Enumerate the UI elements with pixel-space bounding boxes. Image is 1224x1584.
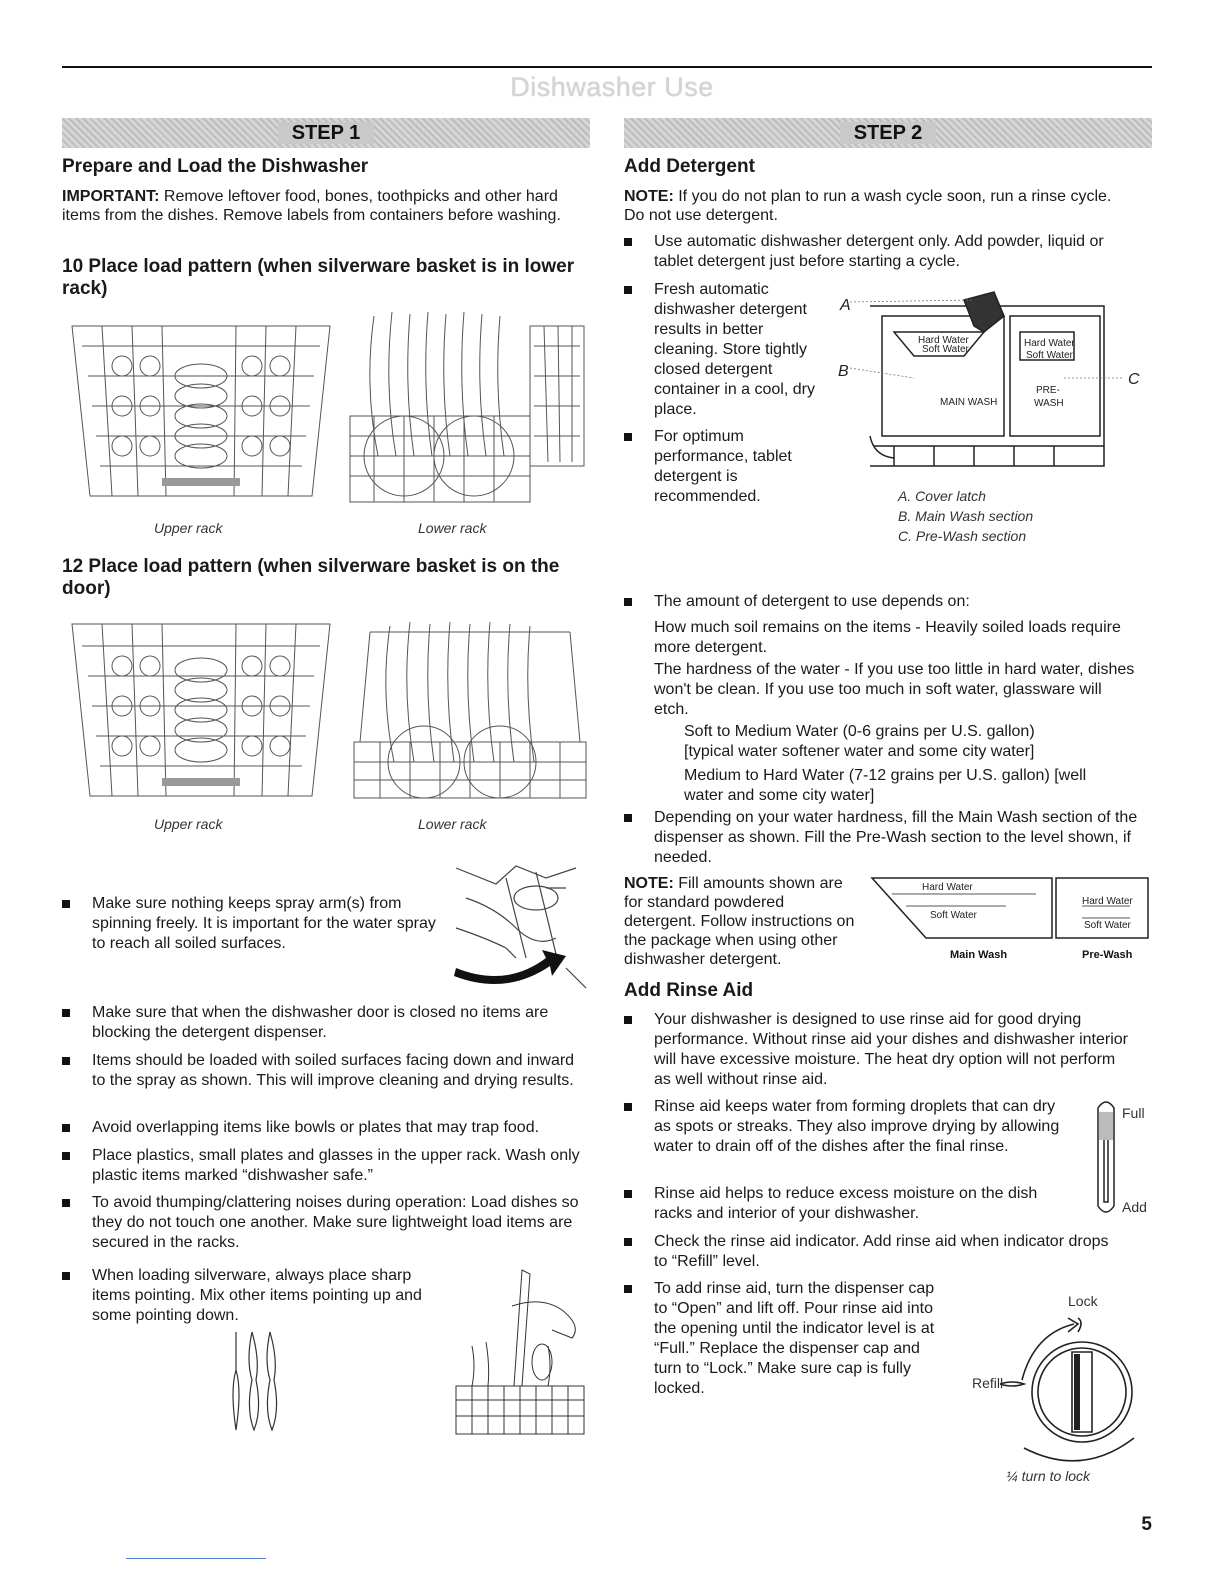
note-fill-amounts (624, 874, 860, 969)
detergent-dispenser-illustration (834, 286, 1154, 478)
fill-pre-wash-label: Pre-Wash (1082, 949, 1133, 961)
legend-cover-latch: A. Cover latch (898, 488, 986, 504)
bullet-rinse-aid-droplets: Rinse aid keeps water from forming droplets that can dry as spots or streaks. They also improve drying by allowing water to drain off of the dishes after the final rinse. (654, 1097, 1074, 1157)
gauge-add-label: Add (1122, 1199, 1147, 1215)
letter-a: A (840, 297, 851, 314)
important-paragraph (62, 187, 592, 225)
bullet-rinse-aid-indicator: Check the rinse aid indicator. Add rinse aid when indicator drops to “Refill” level. (654, 1232, 1124, 1272)
page-title: Dishwasher Use (510, 72, 714, 102)
silverware-basket-illustration (452, 1266, 588, 1438)
top-rule (62, 66, 1152, 68)
prepare-heading: Prepare and Load the Dishwasher (62, 156, 369, 177)
step-1-bar (62, 118, 590, 148)
upper-rack-illustration-10 (62, 306, 340, 514)
legend-pre-wash: C. Pre-Wash section (898, 528, 1027, 544)
bullet-overlapping: Avoid overlapping items like bowls or plates that may trap food. (92, 1118, 592, 1138)
dispenser-main-wash: MAIN WASH (940, 397, 998, 408)
bullet-silverware: When loading silverware, always place sharp items pointing. Mix other items pointing up and some pointing down. (92, 1266, 452, 1326)
letter-b: B (838, 363, 849, 380)
important-label: IMPORTANT: (62, 188, 160, 205)
bullet-fresh-detergent: Fresh automatic dishwasher detergent results in better cleaning. Store tightly closed detergent container in a cool, dry place. (654, 281, 815, 418)
note-rinse-cycle (624, 187, 1124, 225)
dispenser-hard-water-pre: Hard Water (1024, 338, 1075, 349)
lower-rack-caption-12: Lower rack (418, 816, 487, 832)
letter-c: C (1128, 371, 1140, 388)
medium-hard-water-text: Medium to Hard Water (7-12 grains per U.S. gallon) [well water and some city water] (684, 767, 1087, 804)
spray-arm-illustration (446, 858, 590, 998)
amount-hardness-text: The hardness of the water - If you use too little in hard water, dishes won't be clean. If you use too much in soft water, glassware will etch. (654, 661, 1135, 718)
important-text: Remove leftover food, bones, toothpicks and other hard items from the dishes. Remove labels from containers before washing. (62, 188, 561, 224)
fill-hard-water-pre: Hard Water (1082, 896, 1133, 907)
fill-hard-water-main: Hard Water (922, 882, 973, 893)
lower-rack-illustration-12 (350, 612, 590, 808)
bullet-door-blocking: Make sure that when the dishwasher door is closed no items are blocking the detergent dispenser. (92, 1003, 586, 1043)
bullet-automatic-detergent: Use automatic dishwasher detergent only. Add powder, liquid or tablet detergent just before starting a cycle. (654, 232, 1144, 272)
bullet-add-rinse-aid: To add rinse aid, turn the dispenser cap to “Open” and lift off. Pour rinse aid into the opening until the indicator level is at “Full.” Replace the dispenser cap and turn to “Lock.” Make sure cap is fully locked. (654, 1279, 950, 1399)
fill-soft-water-main: Soft Water (930, 910, 977, 921)
gauge-full-label: Full (1122, 1105, 1145, 1121)
note-label: NOTE: (624, 188, 674, 205)
soft-medium-water-text: Soft to Medium Water (0-6 grains per U.S. gallon) [typical water softener water and some city water] (684, 723, 1035, 760)
bullet-clattering: To avoid thumping/clattering noises during operation: Load dishes so they do not touch one another. Make sure lightweight load items are secured in the racks. (92, 1193, 592, 1253)
bullet-plastics: Place plastics, small plates and glasses in the upper rack. Wash only plastic items marked “dishwasher safe.” (92, 1146, 586, 1186)
note2-label: NOTE: (624, 875, 674, 892)
silverware-illustration (226, 1330, 286, 1434)
dispenser-wash: WASH (1034, 398, 1064, 409)
add-detergent-heading: Add Detergent (624, 156, 755, 177)
bullet-rinse-aid-performance: Your dishwasher is designed to use rinse aid for good drying performance. Without rinse aid your dishes and dishwasher interior will have excessive moisture. The heat dry option will not perform as well without rinse aid. (654, 1010, 1136, 1090)
upper-rack-caption-12: Upper rack (154, 816, 223, 832)
cap-lock-label: Lock (1068, 1293, 1098, 1309)
dispenser-soft-water-pre: Soft Water (1026, 350, 1073, 361)
lower-rack-caption-10: Lower rack (418, 520, 487, 536)
pattern-12-heading: 12 Place load pattern (when silverware basket is on the door) (62, 556, 560, 599)
page-number: 5 (1141, 1514, 1152, 1535)
note-text: If you do not plan to run a wash cycle soon, run a rinse cycle. Do not use detergent. (624, 188, 1112, 224)
upper-rack-illustration-12 (62, 610, 340, 810)
lower-rack-illustration-10 (344, 306, 590, 514)
cap-refill-label: Refill (972, 1375, 1004, 1391)
fill-soft-water-pre: Soft Water (1084, 920, 1131, 931)
step-2-bar (624, 118, 1152, 148)
rinse-aid-indicator-gauge (1084, 1094, 1154, 1224)
step-1-label: STEP 1 (278, 122, 375, 144)
amount-soil-text: How much soil remains on the items - Heavily soiled loads require more detergent. (654, 619, 1121, 656)
bullet-spray-arm: Make sure nothing keeps spray arm(s) from spinning freely. It is important for the water spray to reach all soiled surfaces. (92, 894, 438, 954)
note2-text: Fill amounts shown are for standard powdered detergent. Follow instructions on the package when using other dishwasher detergent. (624, 875, 855, 968)
footer-link-line (126, 1558, 266, 1559)
step-2-label: STEP 2 (840, 122, 937, 144)
bullet-rinse-aid-moisture: Rinse aid helps to reduce excess moisture on the dish racks and interior of your dishwasher. (654, 1184, 1074, 1224)
upper-rack-caption-10: Upper rack (154, 520, 223, 536)
quarter-turn-caption: ¼ turn to lock (1006, 1468, 1091, 1484)
dispenser-cap-illustration (964, 1288, 1150, 1468)
legend-main-wash: B. Main Wash section (898, 508, 1034, 524)
fill-level-diagram (866, 874, 1152, 966)
dispenser-soft-water-main: Soft Water (922, 344, 969, 355)
dispenser-hard-water-main: Hard Water (918, 335, 969, 346)
dispenser-pre: PRE- (1036, 385, 1060, 396)
add-rinse-aid-heading: Add Rinse Aid (624, 980, 754, 1001)
pattern-10-heading: 10 Place load pattern (when silverware basket is in lower rack) (62, 256, 575, 299)
bullet-tablet-detergent: For optimum performance, tablet detergent is recommended. (654, 427, 816, 507)
bullet-soiled-surfaces: Items should be loaded with soiled surfaces facing down and inward to the spray as shown. This will improve cleaning and drying results. (92, 1051, 586, 1091)
fill-main-wash-label: Main Wash (950, 949, 1008, 961)
bullet-depending-hardness: Depending on your water hardness, fill the Main Wash section of the dispenser as shown. Fill the Pre-Wash section to the level shown, if needed. (654, 808, 1148, 868)
bullet-amount-depends: The amount of detergent to use depends on: (654, 592, 1144, 612)
